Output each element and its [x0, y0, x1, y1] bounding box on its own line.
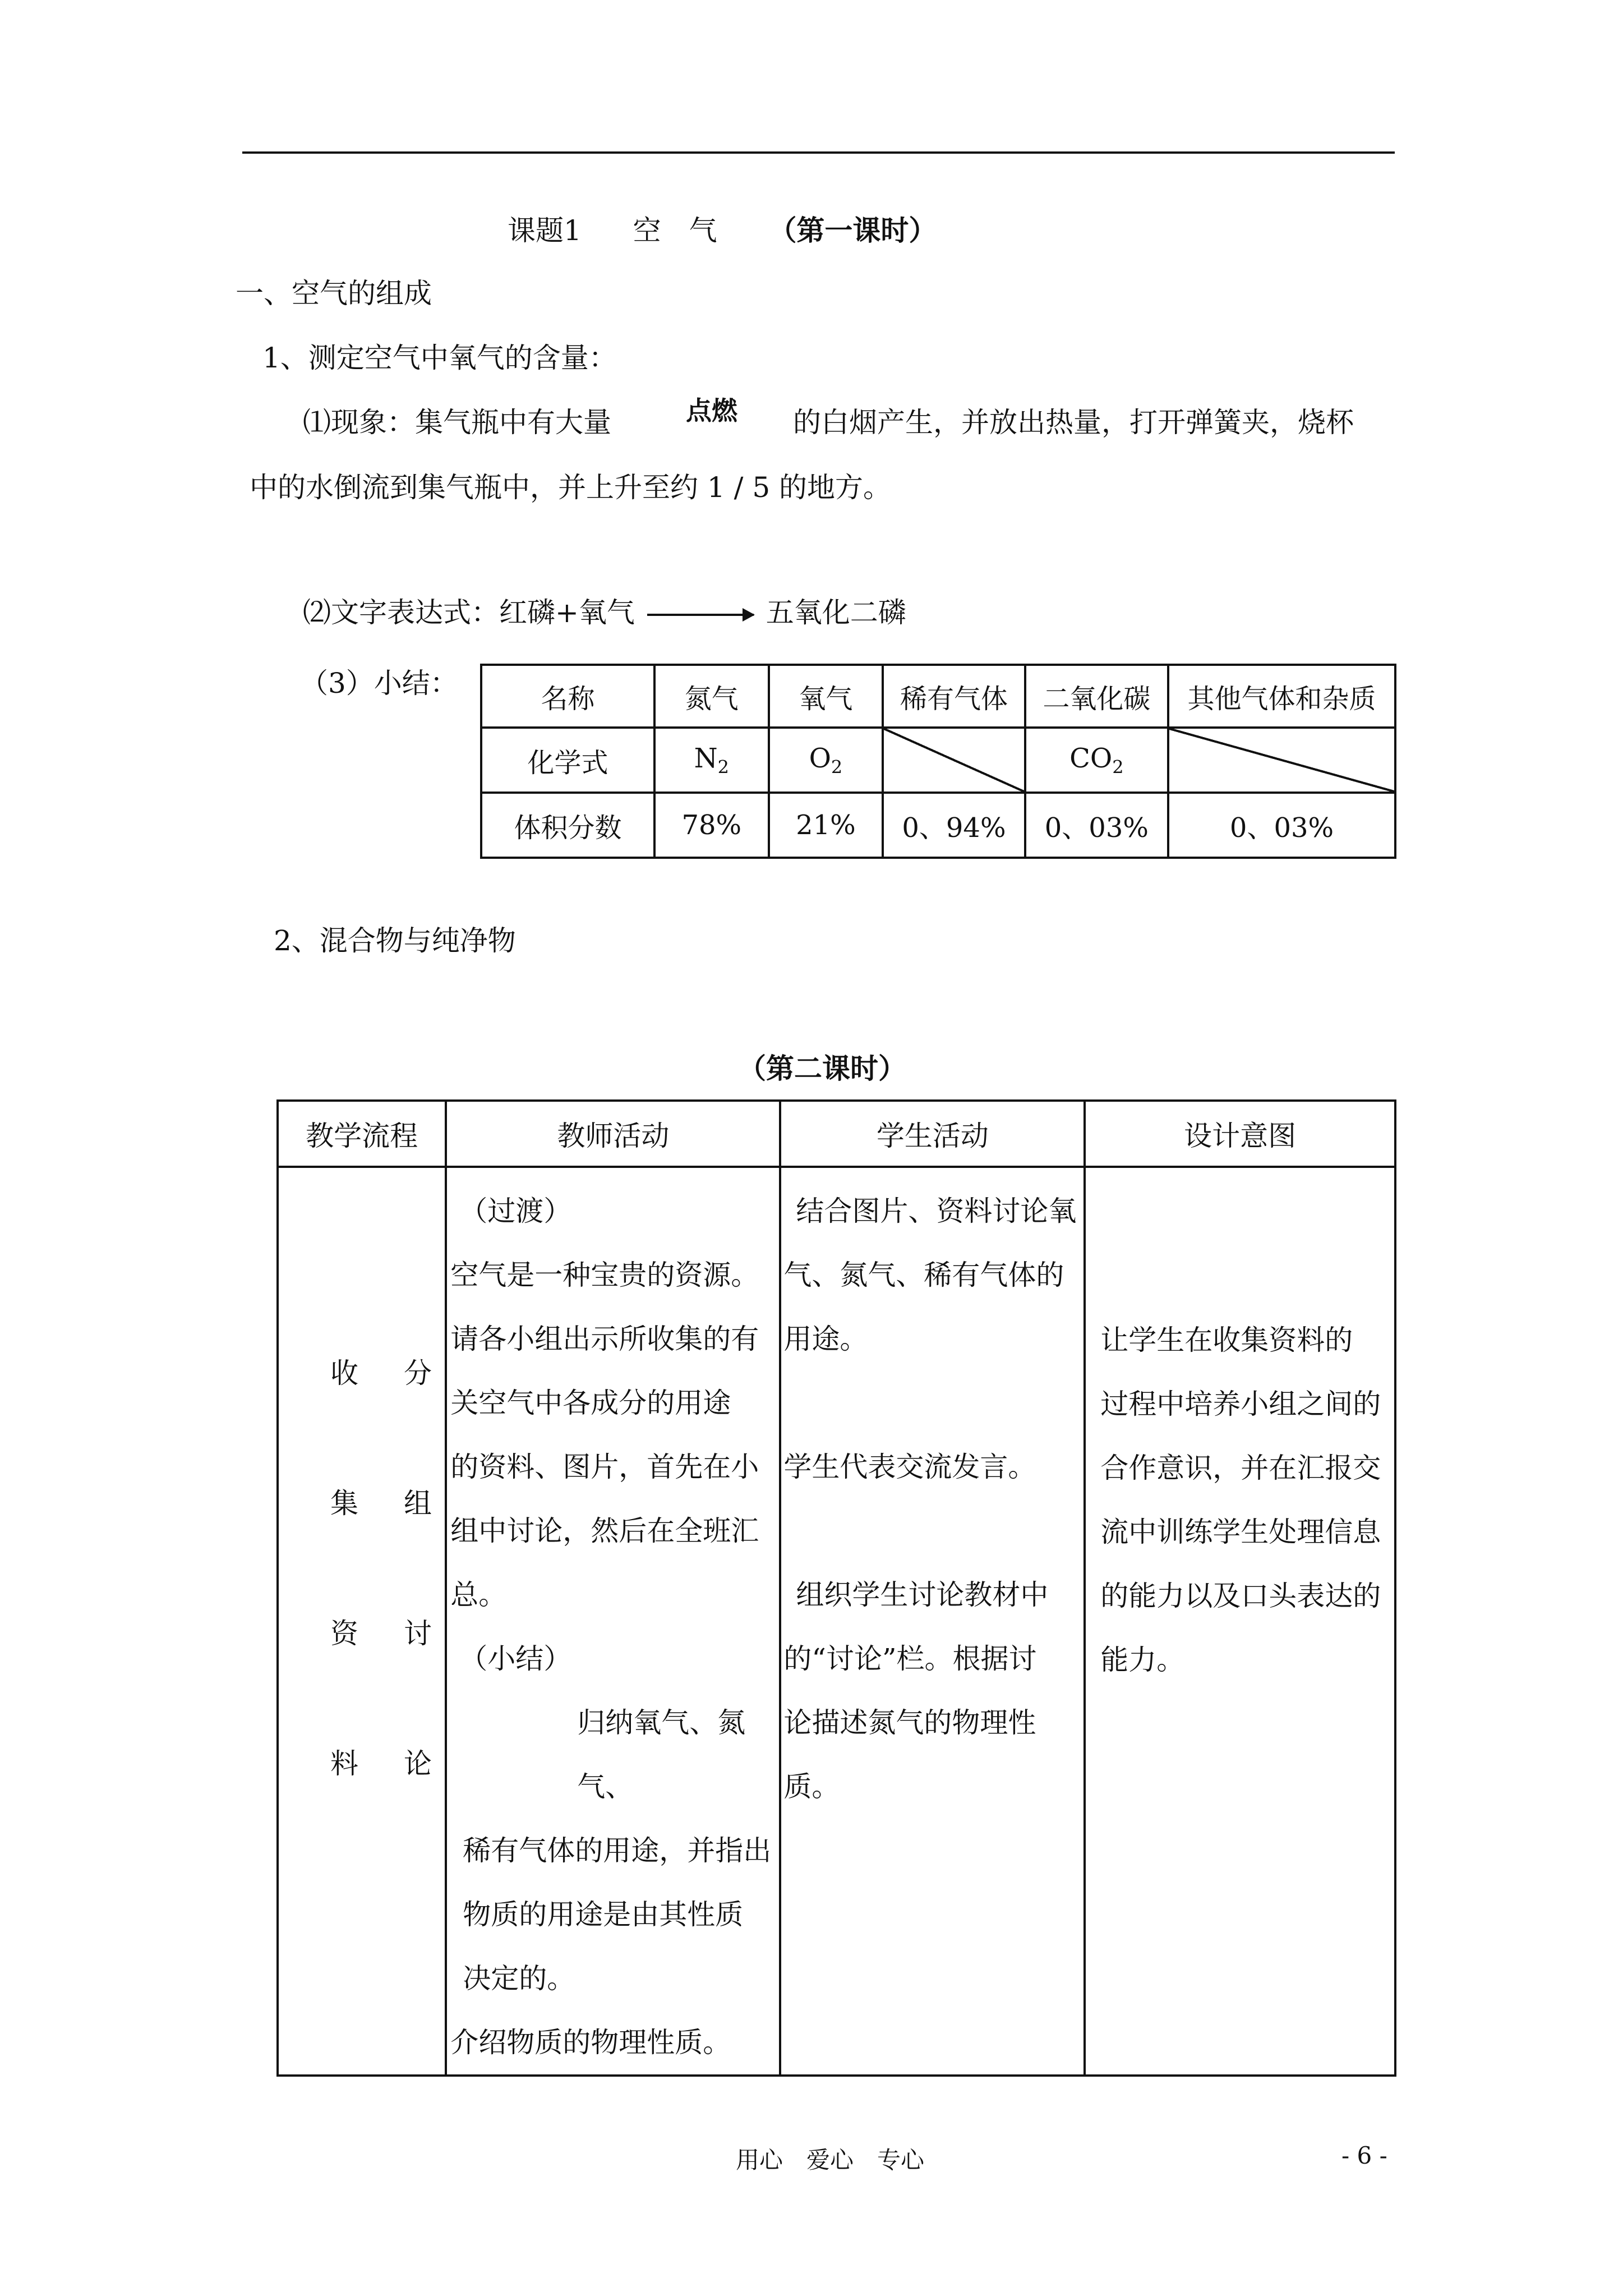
lesson1-title	[508, 214, 937, 247]
formula-row-label: 化学式	[481, 728, 654, 793]
formula-cell: $O_2$	[769, 728, 883, 793]
volume-cell: 78%	[654, 793, 769, 858]
composition-table	[480, 664, 1396, 859]
phenomenon-line2: 中的水倒流到集气瓶中，并上升至约 1 / 5 的地方。	[250, 471, 892, 504]
section-heading: 一、空气的组成	[236, 277, 432, 310]
flow-chars-left: 收 集 资 料	[330, 1357, 358, 1780]
title-main: 空 气	[633, 214, 717, 247]
header-cell: 其他气体和杂质	[1168, 665, 1395, 728]
page-number: - 6 -	[1341, 2142, 1387, 2169]
lesson-plan-body-row	[278, 1167, 1395, 2076]
student-activity-cell	[780, 1167, 1085, 2076]
expression-product: 五氧化二磷	[766, 596, 906, 629]
design-intent-text: 让学生在收集资料的 过程中培养小组之间的 合作意识，并在汇报交 流中训练学生处理信息 的能力以及口头表达的 能力。	[1100, 1324, 1381, 1676]
teacher-activity-cell	[446, 1167, 780, 2076]
phenomenon-rest: 的白烟产生，并放出热量，打开弹簧夹，烧杯	[793, 406, 1354, 439]
lesson-plan-header-row	[278, 1101, 1395, 1167]
volume-row	[481, 793, 1395, 858]
volume-cell: 0、03%	[1168, 793, 1395, 858]
title-prefix: 课题1	[508, 214, 582, 247]
item2-heading: 2、混合物与纯净物	[274, 924, 516, 957]
summary-label: （3）小结：	[300, 667, 458, 700]
phenomenon-label: ⑴现象：集气瓶中有大量	[303, 406, 611, 439]
header-cell: 稀有气体	[883, 665, 1025, 728]
column-header: 学生活动	[780, 1101, 1085, 1167]
volume-cell: 21%	[769, 793, 883, 858]
volume-cell: 0、94%	[883, 793, 1025, 858]
header-rule	[242, 151, 1395, 154]
volume-cell: 0、03%	[1025, 793, 1168, 858]
footer-motto: 用心 爱心 专心	[736, 2146, 925, 2174]
formula-row	[481, 728, 1395, 793]
column-header: 设计意图	[1085, 1101, 1395, 1167]
header-cell: 名称	[481, 665, 654, 728]
flow-cell	[278, 1167, 446, 2076]
composition-header-row	[481, 665, 1395, 728]
header-cell: 二氧化碳	[1025, 665, 1168, 728]
ignite-label: 点燃	[686, 395, 737, 426]
design-intent-cell	[1085, 1167, 1395, 2076]
word-equation	[303, 596, 906, 629]
column-header: 教学流程	[278, 1101, 446, 1167]
formula-cell: $N_2$	[654, 728, 769, 793]
lesson2-title: （第二课时）	[738, 1052, 906, 1085]
teacher-activity-text: （过渡） 空气是一种宝贵的资源。 请各小组出示所收集的有 关空气中各成分的用途 的资料、图片，首先在小 组中讨论，然后在全班汇 总。 （小结） 归纳氧气、氮气、 稀有气体的用途，并指出 物质的用途是由其性质 决定的。 介绍物质的物理性质。	[450, 1195, 772, 2059]
column-header: 教师活动	[446, 1101, 780, 1167]
empty-diagonal-cell	[883, 728, 1025, 793]
flow-chars-right: 分 组 讨 论	[404, 1357, 432, 1780]
item1-heading: 1、测定空气中氧气的含量：	[262, 342, 617, 374]
header-cell: 氮气	[654, 665, 769, 728]
student-activity-text: 结合图片、资料讨论氧 气、氮气、稀有气体的 用途。 学生代表交流发言。 组织学生讨论教材中 的“讨论”栏。根据讨 论描述氮气的物理性质。	[783, 1195, 1077, 1803]
title-period: （第一课时）	[768, 214, 937, 247]
volume-row-label: 体积分数	[481, 793, 654, 858]
expression-reactants: ⑵文字表达式：红磷+氧气	[303, 596, 635, 629]
reaction-arrow	[647, 614, 754, 616]
lesson-plan-table	[276, 1099, 1396, 2077]
empty-diagonal-cell	[1168, 728, 1395, 793]
header-cell: 氧气	[769, 665, 883, 728]
formula-cell: $CO_2$	[1025, 728, 1168, 793]
